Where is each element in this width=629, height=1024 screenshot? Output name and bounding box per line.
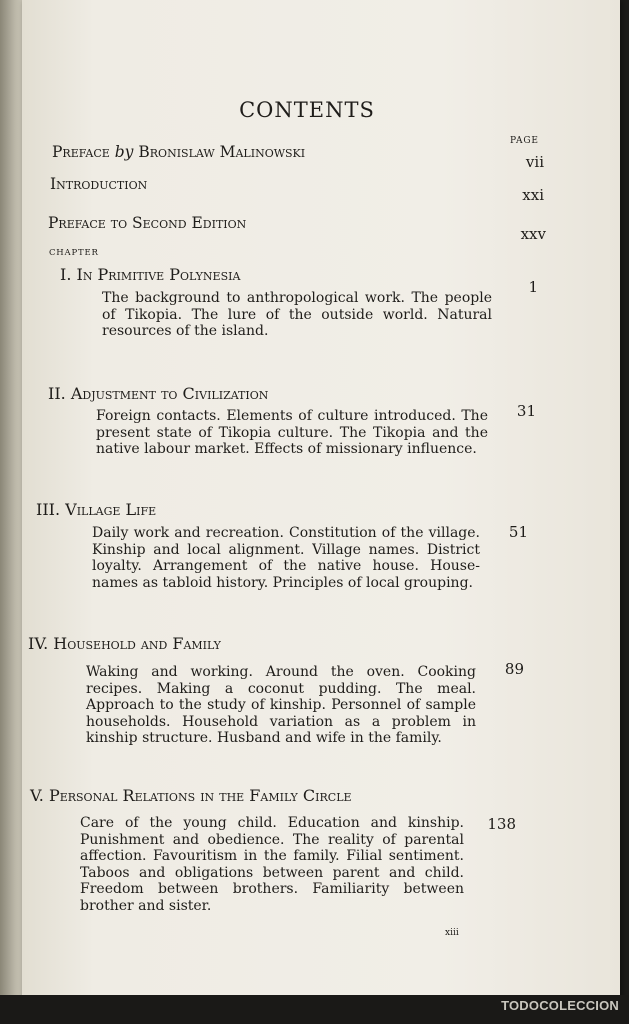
chapter-title — [30, 786, 352, 805]
chapter-title — [48, 384, 268, 403]
page-number: xxv — [520, 225, 546, 243]
page-number: xxi — [522, 186, 544, 204]
watermark-logo: TODOCOLECCION — [501, 998, 619, 1013]
front-matter-introduction: Introduction — [50, 175, 148, 193]
chapter-name: In Primitive Polynesia — [76, 265, 241, 284]
folio-page-number: xiii — [445, 928, 459, 938]
page-number: 138 — [487, 815, 516, 833]
chapter-name: Personal Relations in the Family Circle — [48, 786, 352, 805]
entry-author: Bronislaw Malinowski — [138, 143, 306, 161]
chapter-title — [36, 500, 156, 519]
chapter-title — [28, 634, 221, 653]
chapter-name: Adjustment to Civilization — [70, 384, 269, 403]
entry-title: Preface — [52, 143, 110, 161]
page-number: vii — [525, 153, 544, 171]
book-page — [22, 0, 620, 1000]
chapter-name: Village Life — [65, 500, 157, 519]
page-column-label: PAGE — [510, 136, 539, 146]
front-matter-preface — [52, 143, 305, 161]
chapter-number: I. — [60, 265, 72, 284]
chapter-number: II. — [48, 384, 66, 403]
chapter-name: Household and Family — [53, 634, 221, 653]
chapter-number: V. — [30, 786, 44, 805]
chapter-description: Daily work and recreation. Constitution of the village. Kinship and local alignment. Village names. District loyalty. Arrangement of the native house. House-names as tabloid history. Principles of local grouping. — [92, 525, 480, 591]
chapter-description: The background to anthropological work. The people of Tikopia. The lure of the outside world. Natural resources of the island. — [102, 290, 492, 339]
page-number: 31 — [516, 402, 536, 420]
chapter-number: IV. — [28, 634, 49, 653]
chapter-title — [60, 265, 240, 284]
chapter-column-label: CHAPTER — [49, 248, 99, 258]
entry-by: by — [114, 143, 134, 161]
page-number: 51 — [508, 523, 528, 541]
chapter-description: Care of the young child. Education and kinship. Punishment and obedience. The reality of parental affection. Favouritism in the family. Filial sentiment. Taboos and obligations between parent and child. Freedom between brothers. Familiarity between brother and sister. — [80, 815, 464, 914]
page-number: 89 — [504, 660, 524, 678]
front-matter-second-preface: Preface to Second Edition — [48, 214, 247, 232]
chapter-number: III. — [36, 500, 61, 519]
contents-heading: CONTENTS — [239, 98, 375, 122]
chapter-description: Foreign contacts. Elements of culture introduced. The present state of Tikopia culture. The Tikopia and the native labour market. Effects of missionary influence. — [96, 408, 488, 457]
page-number: 1 — [528, 278, 538, 296]
chapter-description: Waking and working. Around the oven. Cooking recipes. Making a coconut pudding. The meal. Approach to the study of kinship. Personnel of sample households. Household variation as a problem in kinship structure. Husband and wife in the family. — [86, 664, 476, 746]
